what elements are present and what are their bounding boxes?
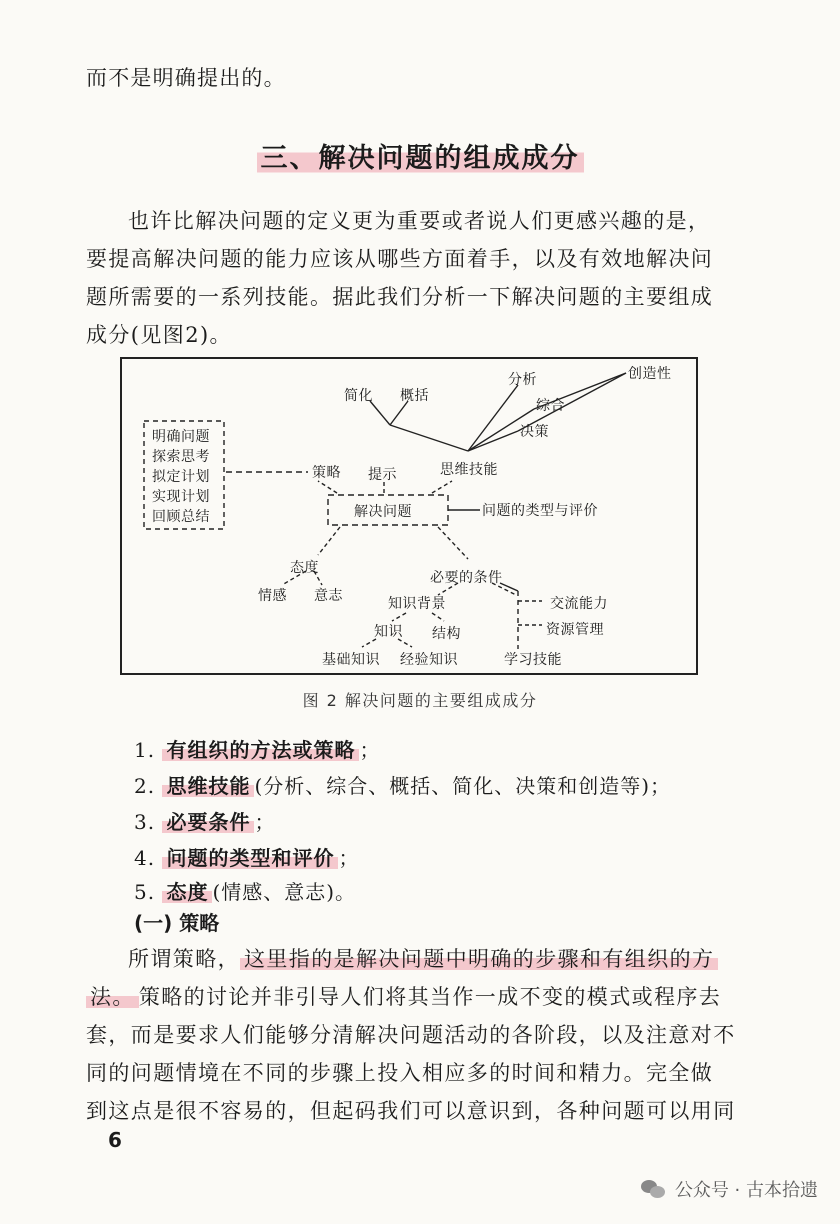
intro-line: 题所需要的一系列技能。据此我们分析一下解决问题的主要组成 [86,285,714,309]
node-will: 意志 [314,588,343,604]
node-synthesis: 综合 [536,398,565,414]
intro-paragraph [86,202,736,354]
list-term: 思维技能 [162,774,254,798]
step-item: 回顾总结 [152,509,210,525]
list-item [134,806,275,835]
body-highlight: 这里指的是解决问题中明确的步骤和有组织的方 [240,947,718,971]
list-number: 1. [134,738,156,762]
step-item: 实现计划 [152,489,210,505]
figure-caption: 图 2 解决问题的主要组成成分 [302,691,538,710]
list-item [134,876,356,905]
list-rest: ； [338,846,360,870]
body-line: 套，而是要求人们能够分清解决问题活动的各阶段，以及注意对不 [86,1023,736,1047]
list-rest: ； [254,810,276,834]
node-center: 解决问题 [354,504,412,520]
subsection-heading: (一) 策略 [134,911,220,935]
node-communication: 交流能力 [550,596,608,612]
node-strategy: 策略 [312,465,341,481]
node-analysis: 分析 [508,372,537,388]
node-decision: 决策 [520,424,549,440]
node-summarize: 概括 [400,388,429,404]
body-line [86,978,736,1016]
watermark [641,1176,818,1202]
list-rest: (分析、综合、概括、简化、决策和创造等)； [254,774,672,798]
list-item [134,734,380,763]
intro-line: 也许比解决问题的定义更为重要或者说人们更感兴趣的是， [128,209,711,233]
intro-line: 成分(见图2)。 [86,323,232,347]
list-number: 4. [134,846,156,870]
node-knowledge-bg: 知识背景 [388,596,446,612]
step-item: 明确问题 [152,429,210,445]
step-item: 探索思考 [152,449,210,465]
diagram-figure [120,357,698,675]
node-experience: 经验知识 [400,652,458,668]
watermark-text: 公众号 · 古本拾遗 [674,1180,818,1201]
node-basic-knowledge: 基础知识 [322,652,380,668]
node-resource: 资源管理 [546,622,604,638]
node-creativity: 创造性 [628,366,672,382]
list-term: 必要条件 [162,810,254,834]
body-line: 到这点是很不容易的，但起码我们可以意识到，各种问题可以用同 [86,1099,736,1123]
step-item: 拟定计划 [152,469,210,485]
page-number: 6 [108,1128,122,1152]
list-term: 有组织的方法或策略 [162,738,359,762]
body-text: 所谓策略， [128,947,240,971]
node-structure: 结构 [432,626,461,642]
body-line [86,940,736,978]
section-title-text: 三、解决问题的组成成分 [257,143,584,174]
list-rest: ； [359,738,381,762]
node-attitude: 态度 [290,560,319,576]
body-paragraph [86,940,736,1130]
steps-list [152,427,210,527]
node-type-eval: 问题的类型与评价 [482,503,598,519]
list-rest: (情感、意志)。 [212,880,357,904]
body-text: 策略的讨论并非引导人们将其当作一成不变的模式或程序去 [138,985,722,1009]
list-term: 问题的类型和评价 [162,846,338,870]
node-conditions: 必要的条件 [430,570,503,586]
body-line: 同的问题情境在不同的步骤上投入相应多的时间和精力。完全做 [86,1061,714,1085]
node-learning: 学习技能 [504,652,562,668]
node-simplify: 简化 [344,388,373,404]
continuation-text: 而不是明确提出的。 [86,66,286,90]
intro-line: 要提高解决问题的能力应该从哪些方面着手，以及有效地解决问 [86,247,714,271]
body-highlight: 法。 [86,985,139,1009]
node-thinking: 思维技能 [440,462,498,478]
node-emotion: 情感 [258,588,287,604]
section-title [0,136,840,175]
wechat-icon [641,1178,667,1200]
list-number: 3. [134,810,156,834]
list-term: 态度 [162,880,212,904]
list-number: 5. [134,880,156,904]
node-hint: 提示 [368,467,397,483]
node-knowledge: 知识 [374,624,403,640]
list-item [134,770,671,799]
list-item [134,842,359,871]
list-number: 2. [134,774,156,798]
